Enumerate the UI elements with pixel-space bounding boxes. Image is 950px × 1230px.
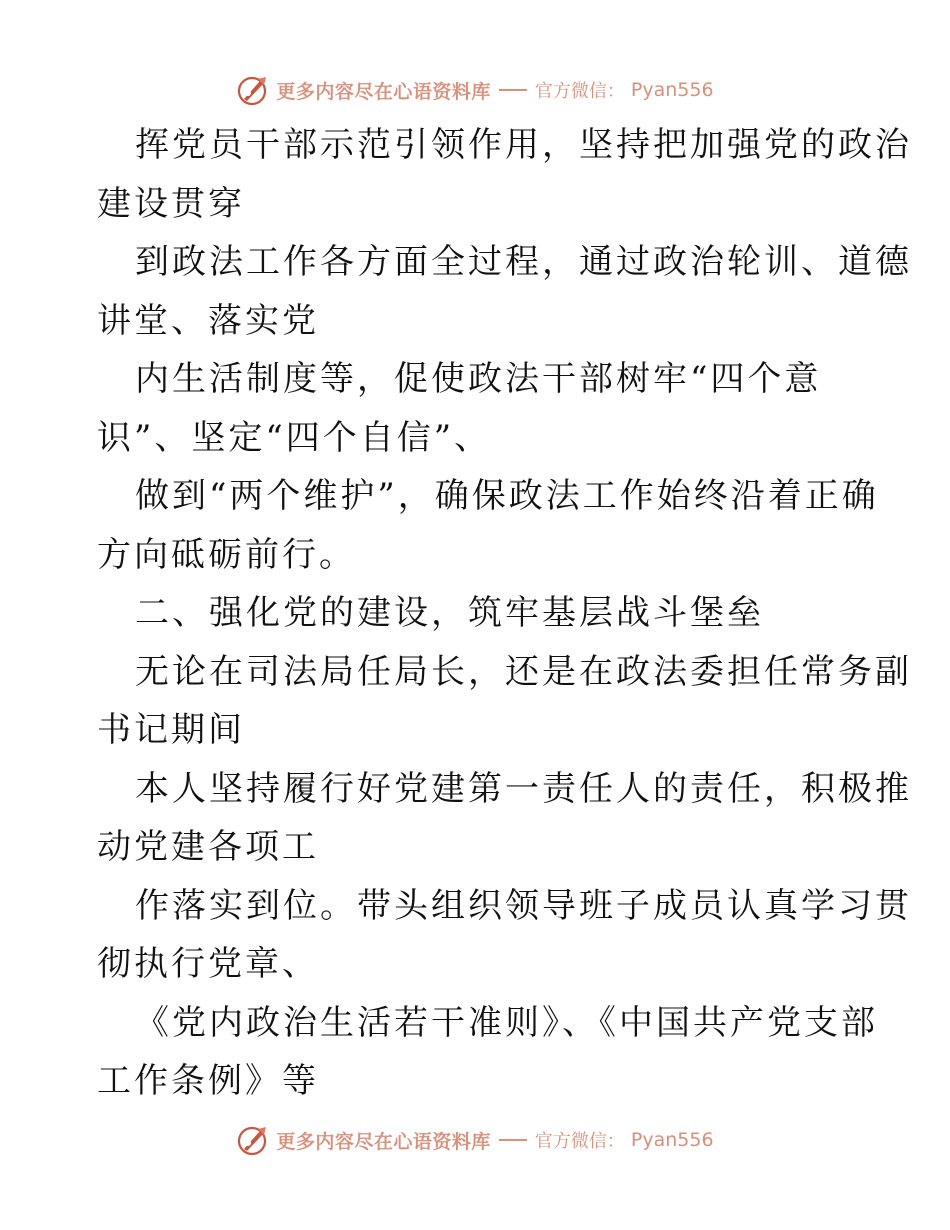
body-line: 《党内政治生活若干准则》、《中国共产党支部 — [135, 1002, 878, 1043]
body-line: 方向砥砺前行。 — [97, 534, 356, 575]
body-line: 无论在司法局任局长，还是在政法委担任常务副 — [135, 651, 912, 692]
watermark-wechat-id: Pyan556 — [630, 79, 714, 101]
body-line: 动党建各项工 — [97, 827, 319, 867]
body-line: 建设贯穿 — [97, 183, 245, 224]
footer-watermark — [0, 1120, 950, 1160]
body-line: 本人坚持履行好党建第一责任人的责任，积极推 — [135, 768, 912, 809]
body-line: 识”、坚定“四个自信”、 — [97, 417, 492, 458]
body-line: 到政法工作各方面全过程，通过政治轮训、道德 — [135, 242, 912, 282]
watermark-wechat-label: 官方微信： — [534, 81, 625, 102]
body-line: 做到“两个维护”，确保政法工作始终沿着正确 — [135, 476, 879, 516]
quill-logo-icon — [236, 73, 270, 107]
body-line: 彻执行党章、 — [97, 944, 319, 984]
quill-logo-icon — [236, 1123, 270, 1157]
body-line: 挥党员干部示范引领作用，坚持把加强党的政治 — [135, 125, 912, 165]
watermark-brand: 更多内容尽在心语资料库 — [276, 1130, 491, 1153]
document-body — [97, 116, 912, 1111]
body-line: 作落实到位。带头组织领导班子成员认真学习贯 — [135, 885, 912, 926]
watermark-wechat-id: Pyan556 — [630, 1129, 714, 1151]
body-line: 书记期间 — [97, 710, 245, 750]
body-line: 工作条例》等 — [97, 1061, 319, 1101]
watermark-dash — [499, 89, 527, 91]
watermark-wechat-label: 官方微信： — [534, 1131, 625, 1152]
watermark-brand: 更多内容尽在心语资料库 — [276, 80, 491, 103]
section-heading: 二、强化党的建设，筑牢基层战斗堡垒 — [135, 593, 764, 633]
header-watermark — [0, 70, 950, 110]
body-line: 讲堂、落实党 — [97, 300, 319, 341]
watermark-dash — [499, 1139, 527, 1141]
body-line: 内生活制度等，促使政法干部树牢“四个意 — [135, 359, 822, 399]
